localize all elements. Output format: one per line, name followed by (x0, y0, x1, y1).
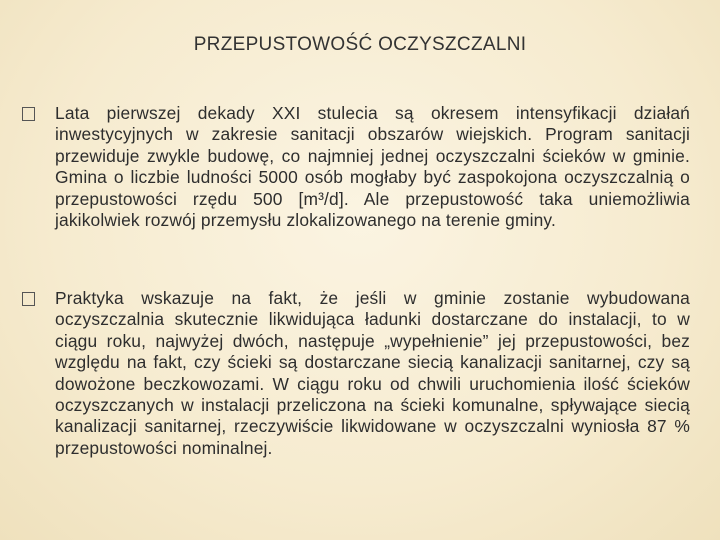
slide-title: PRZEPUSTOWOŚĆ OCZYSZCZALNI (193, 34, 527, 55)
bullet-box-icon (22, 292, 35, 306)
bullet-box-icon (22, 107, 35, 121)
bullet-item (22, 103, 690, 231)
bullet-text: Praktyka wskazuje na fakt, że jeśli w gminie zostanie wybudowana oczyszczalnia skutecznie likwidująca ładunki dostarczane do instalacji, to w ciągu roku, najwyżej dwóch, następuje „wypełnienie” jej przepustowości, bez względu na fakt, czy ścieki są dostarczane siecią kanalizacji sanitarnej, czy są dowożone beczkowozami. W ciągu roku od chwili uruchomienia ilość ścieków oczyszczanych w instalacji przeliczona na ścieki komunalne, spływające siecią kanalizacji sanitarnej, rzeczywiście likwidowane w oczyszczalni wyniosła 87 % przepustowości nominalnej. (55, 288, 690, 458)
bullet-item (22, 288, 690, 459)
bullet-text: Lata pierwszej dekady XXI stulecia są okresem intensyfikacji działań inwestycyjnych w zakresie sanitacji obszarów wiejskich. Program sanitacji przewiduje zwykle budowę, co najmniej jednej oczyszczalni ścieków w gminie. Gmina o liczbie ludności 5000 osób mogłaby być zaspokojona oczyszczalnią o przepustowości rzędu 500 [m³/d]. Ale przepustowość taka uniemożliwia jakikolwiek rozwój przemysłu zlokalizowanego na terenie gminy. (55, 103, 690, 231)
